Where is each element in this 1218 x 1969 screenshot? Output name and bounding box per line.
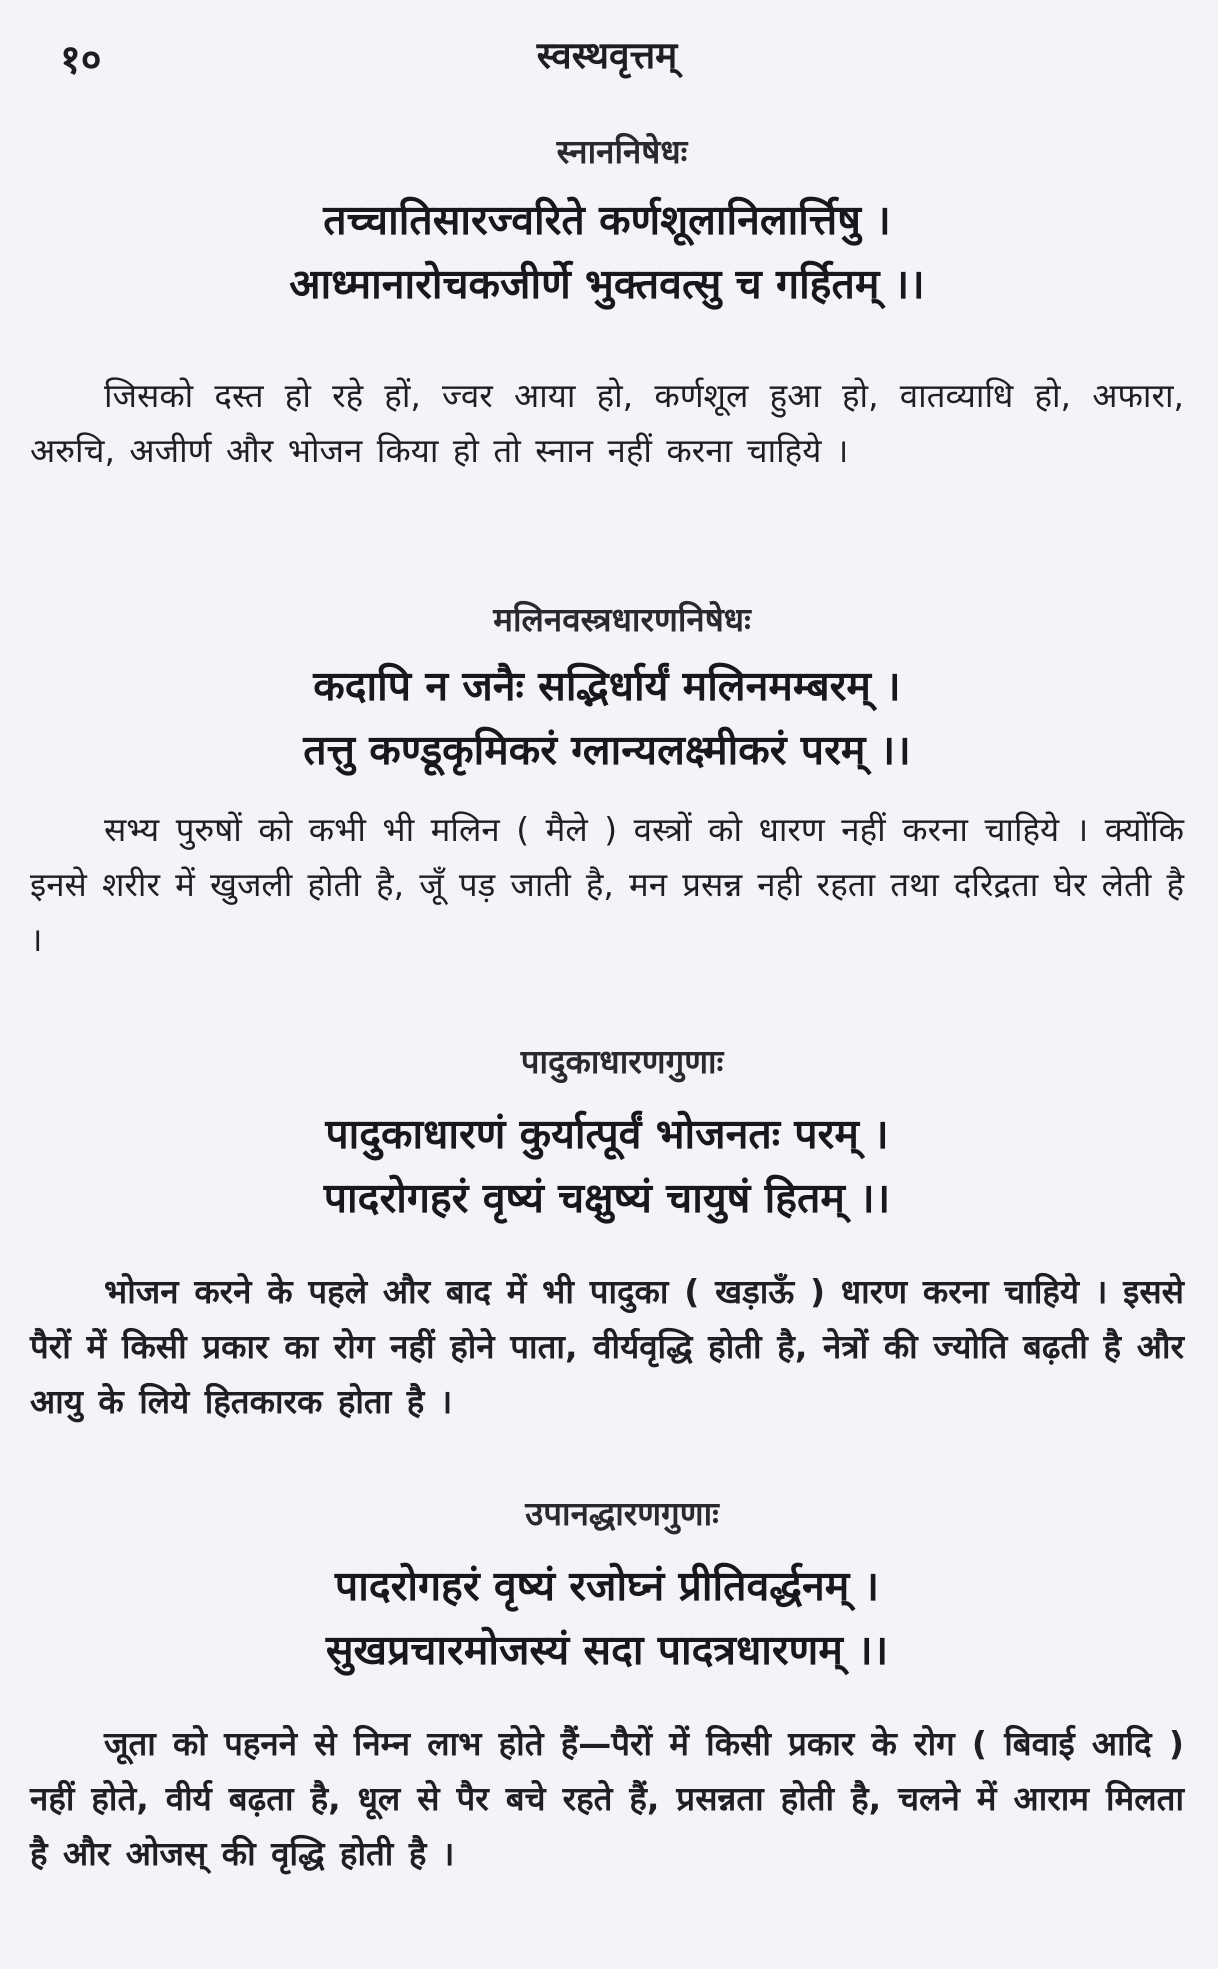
section-heading: मलिनवस्त्रधारणनिषेधः (493, 600, 751, 639)
section-sandal-wearing-benefits (30, 1040, 1184, 1429)
section-heading: स्नाननिषेधः (556, 132, 688, 171)
verse-line-1: तच्चातिसारज्वरिते कर्णशूलानिलार्त्तिषु । (323, 196, 891, 244)
page-header (30, 0, 1184, 92)
section-heading: पादुकाधारणगुणाः (520, 1042, 724, 1081)
verse-line-2: आध्मानारोचकजीर्णे भुक्तवत्सु च गर्हितम् ।। (289, 260, 925, 308)
verse-line-2: पादरोगहरं वृष्यं चक्षुष्यं चायुषं हितम् ।। (323, 1174, 891, 1222)
hindi-commentary: जिसको दस्त हो रहे हों, ज्वर आया हो, कर्णशूल हुआ हो, वातव्याधि हो, अफारा, अरुचि, अजीर्ण और भोजन किया हो तो स्नान नहीं करना चाहिये । (30, 376, 1184, 470)
verse-line-1: पादरोगहरं वृष्यं रजोघ्नं प्रीतिवर्द्धनम् । (334, 1562, 880, 1610)
hindi-commentary: जूता को पहनने से निम्न लाभ होते हैं—पैरों में किसी प्रकार के रोग ( बिवाई आदि ) नहीं होते, वीर्य बढ़ता है, धूल से पैर बचे रहते हैं, प्रसन्नता होती है, चलने में आराम मिलता है और ओजस् की वृद्धि होती है । (30, 1724, 1184, 1873)
sanskrit-verse (30, 654, 1184, 782)
section-dirty-clothes-prohibition (30, 598, 1184, 967)
running-title: स्वस्थवृत्तम् (536, 34, 678, 77)
section-bathing-prohibition (30, 130, 1184, 478)
section-shoe-wearing-benefits (30, 1492, 1184, 1881)
verse-line-2: सुखप्रचारमोजस्यं सदा पादत्रधारणम् ।। (325, 1626, 889, 1674)
verse-line-1: कदापि न जनैः सद्भिर्धार्यं मलिनमम्बरम् । (313, 662, 901, 710)
sanskrit-verse (30, 1554, 1184, 1682)
sanskrit-verse (30, 1102, 1184, 1230)
hindi-commentary: भोजन करने के पहले और बाद में भी पादुका ( खड़ाऊँ ) धारण करना चाहिये । इससे पैरों में किसी प्रकार का रोग नहीं होने पाता, वीर्यवृद्धि होती है, नेत्रों की ज्योति बढ़ती है और आयु के लिये हितकारक होता है । (30, 1272, 1184, 1421)
verse-line-2: तत्तु कण्डूकृमिकरं ग्लान्यलक्ष्मीकरं परम् ।। (303, 726, 911, 774)
section-heading: उपानद्धारणगुणाः (525, 1494, 719, 1533)
hindi-commentary: सभ्य पुरुषों को कभी भी मलिन ( मैले ) वस्त्रों को धारण नहीं करना चाहिये । क्योंकि इनसे शरीर में खुजली होती है, जूँ पड़ जाती है, मन प्रसन्न नही रहता तथा दरिद्रता घेर लेती है । (30, 810, 1184, 959)
page-number: १० (60, 37, 102, 83)
sanskrit-verse (30, 188, 1184, 316)
verse-line-1: पादुकाधारणं कुर्यात्पूर्वं भोजनतः परम् । (325, 1110, 889, 1158)
